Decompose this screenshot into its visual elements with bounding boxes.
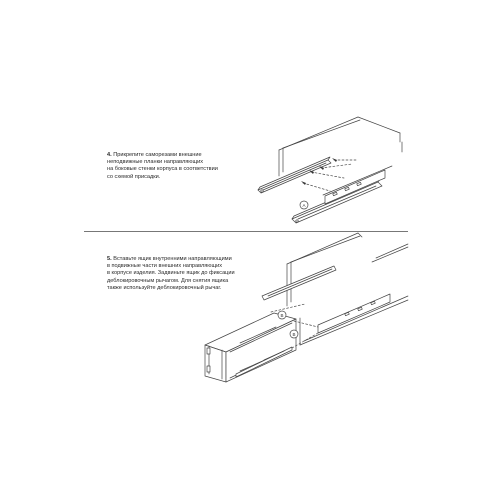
outer-rail-upper [258,157,331,193]
callout-b-label-2: B [292,332,296,337]
callout-b-label-1: B [280,313,284,318]
step-5-line-2: в подвижные части внешних направляющих [107,263,223,270]
step-4-line-2: неподвижные планки направляющих [107,159,204,166]
cabinet-rail [318,294,390,333]
callout-a-label: A [302,203,306,208]
step-5-number: 5. [107,256,112,262]
step-4-text-1: Прикрепите саморезами внешние [113,152,202,158]
drawer-box [205,313,296,382]
step-4-line-3: на боковые стенки корпуса в соответствии [107,166,218,173]
cabinet-body [287,233,408,345]
step-5-text-1: Вставьте ящик внутренними направляющими [113,256,232,262]
step-5-line-4: деблокировочным рычагом. Для снятия ящика [107,277,229,284]
step-4-number: 4. [107,152,112,158]
step-5-line-5: также используйте деблокировочный рычаг. [107,284,222,291]
step-5-line-3: в корпусе изделия. Задвиньте ящик до фиксации [107,270,235,277]
step-4-line-4: со схемой присадки. [107,173,161,180]
step-4-illustration [258,117,402,223]
step-5-illustration [205,233,408,382]
inner-rail-upper [262,266,336,300]
cabinet-side-panel [279,117,402,195]
